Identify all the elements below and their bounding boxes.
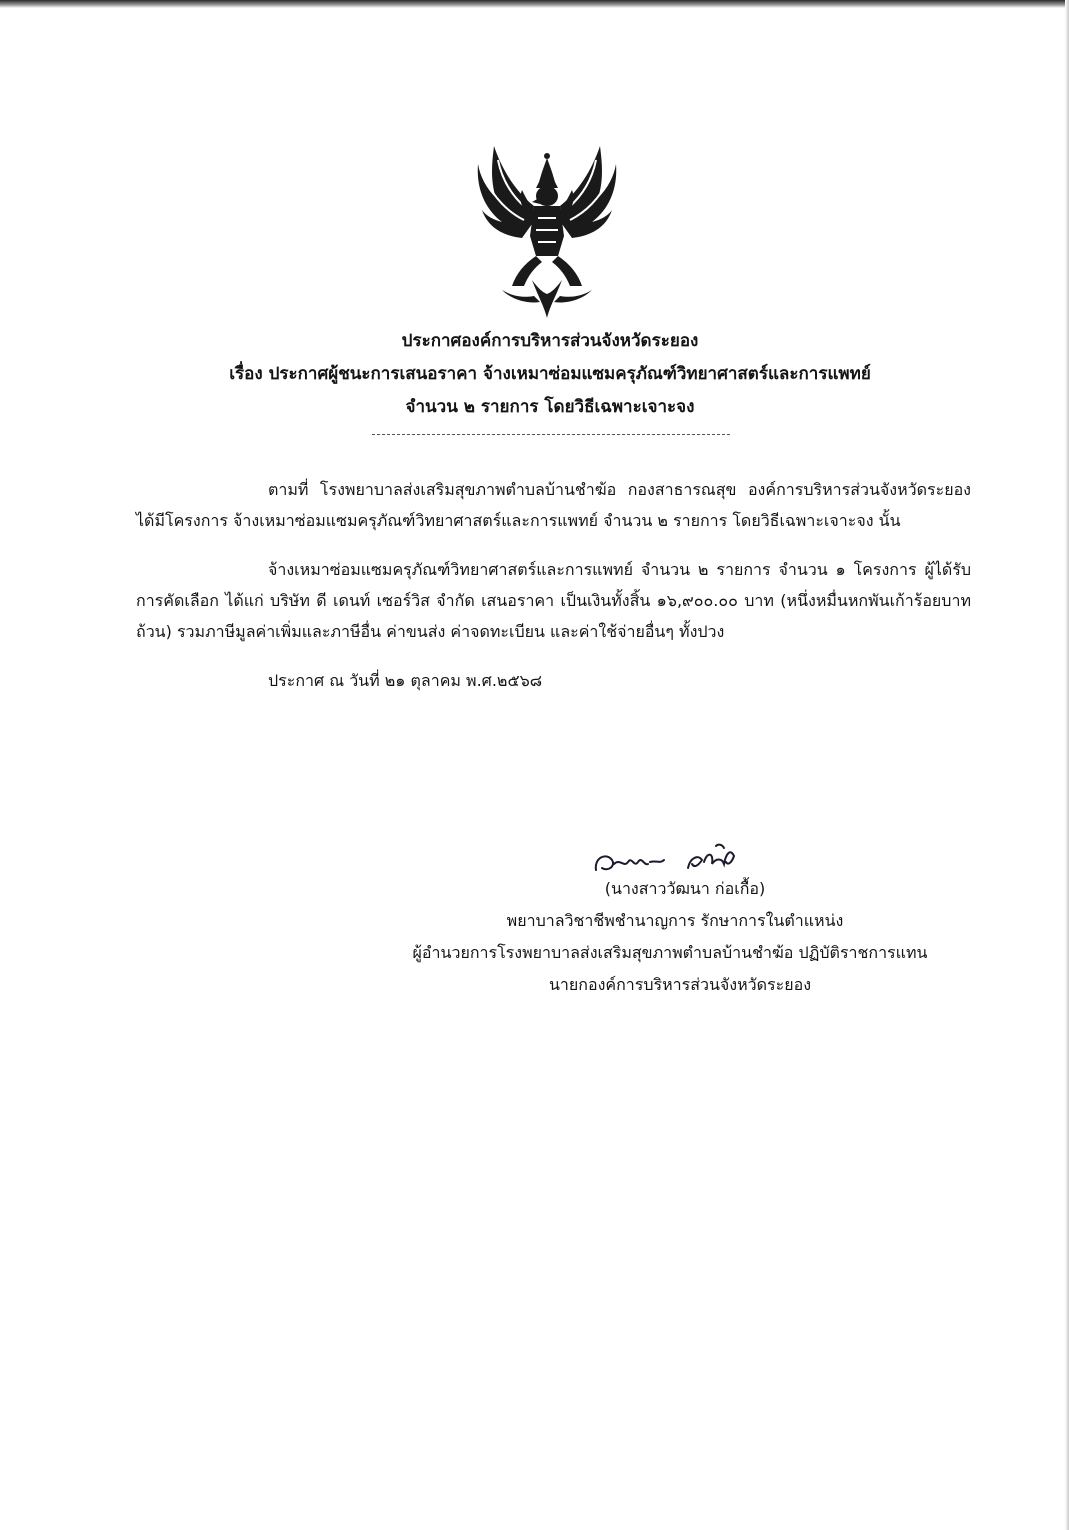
- announcement-issuer: ประกาศองค์การบริหารส่วนจังหวัดระยอง: [401, 331, 699, 351]
- announcement-heading: [150, 325, 950, 424]
- announcement-subject: เรื่อง ประกาศผู้ชนะการเสนอราคา จ้างเหมาซ่อมแซมครุภัณฑ์วิทยาศาสตร์และการแพทย์: [229, 364, 871, 384]
- heading-divider: [372, 434, 730, 435]
- announcement-subject-cont: จำนวน ๒ รายการ โดยวิธีเฉพาะเจาะจง: [405, 397, 695, 417]
- signatory-block: [360, 873, 980, 1001]
- signatory-role: ผู้อำนวยการโรงพยาบาลส่งเสริมสุขภาพตำบลบ้านชำฆ้อ ปฏิบัติราชการแทน: [412, 943, 928, 962]
- announcement-date: ประกาศ ณ วันที่ ๒๑ ตุลาคม พ.ศ.๒๕๖๘: [268, 671, 543, 690]
- paragraph-background: ตามที่ โรงพยาบาลส่งเสริมสุขภาพตำบลบ้านชำฆ้อ กองสาธารณสุข องค์การบริหารส่วนจังหวัดระยอง ได้มีโครงการ จ้างเหมาซ่อมแซมครุภัณฑ์วิทยาศาสตร์และการแพทย์ จำนวน ๒ รายการ โดยวิธีเฉพาะเจาะจง นั้น: [136, 480, 971, 530]
- signatory-organization: นายกองค์การบริหารส่วนจังหวัดระยอง: [548, 975, 812, 994]
- signatory-position: พยาบาลวิชาชีพชำนาญการ รักษาการในตำแหน่ง: [506, 911, 844, 930]
- signatory-name: (นางสาววัฒนา ก่อเกื้อ): [604, 879, 766, 898]
- announcement-body: [136, 474, 971, 714]
- paragraph-award: จ้างเหมาซ่อมแซมครุภัณฑ์วิทยาศาสตร์และการแพทย์ จำนวน ๒ รายการ จำนวน ๑ โครงการ ผู้ได้รับการคัดเลือก ได้แก่ บริษัท ดี เดนท์ เซอร์วิส จำกัด เสนอราคา เป็นเงินทั้งสิ้น ๑๖,๙๐๐.๐๐ บาท (หนึ่งหมื่นหกพันเก้าร้อยบาทถ้วน) รวมภาษีมูลค่าเพิ่มและภาษีอื่น ค่าขนส่ง ค่าจดทะเบียน และค่าใช้จ่ายอื่นๆ ทั้งปวง: [136, 560, 972, 641]
- garuda-emblem-icon: [472, 140, 622, 320]
